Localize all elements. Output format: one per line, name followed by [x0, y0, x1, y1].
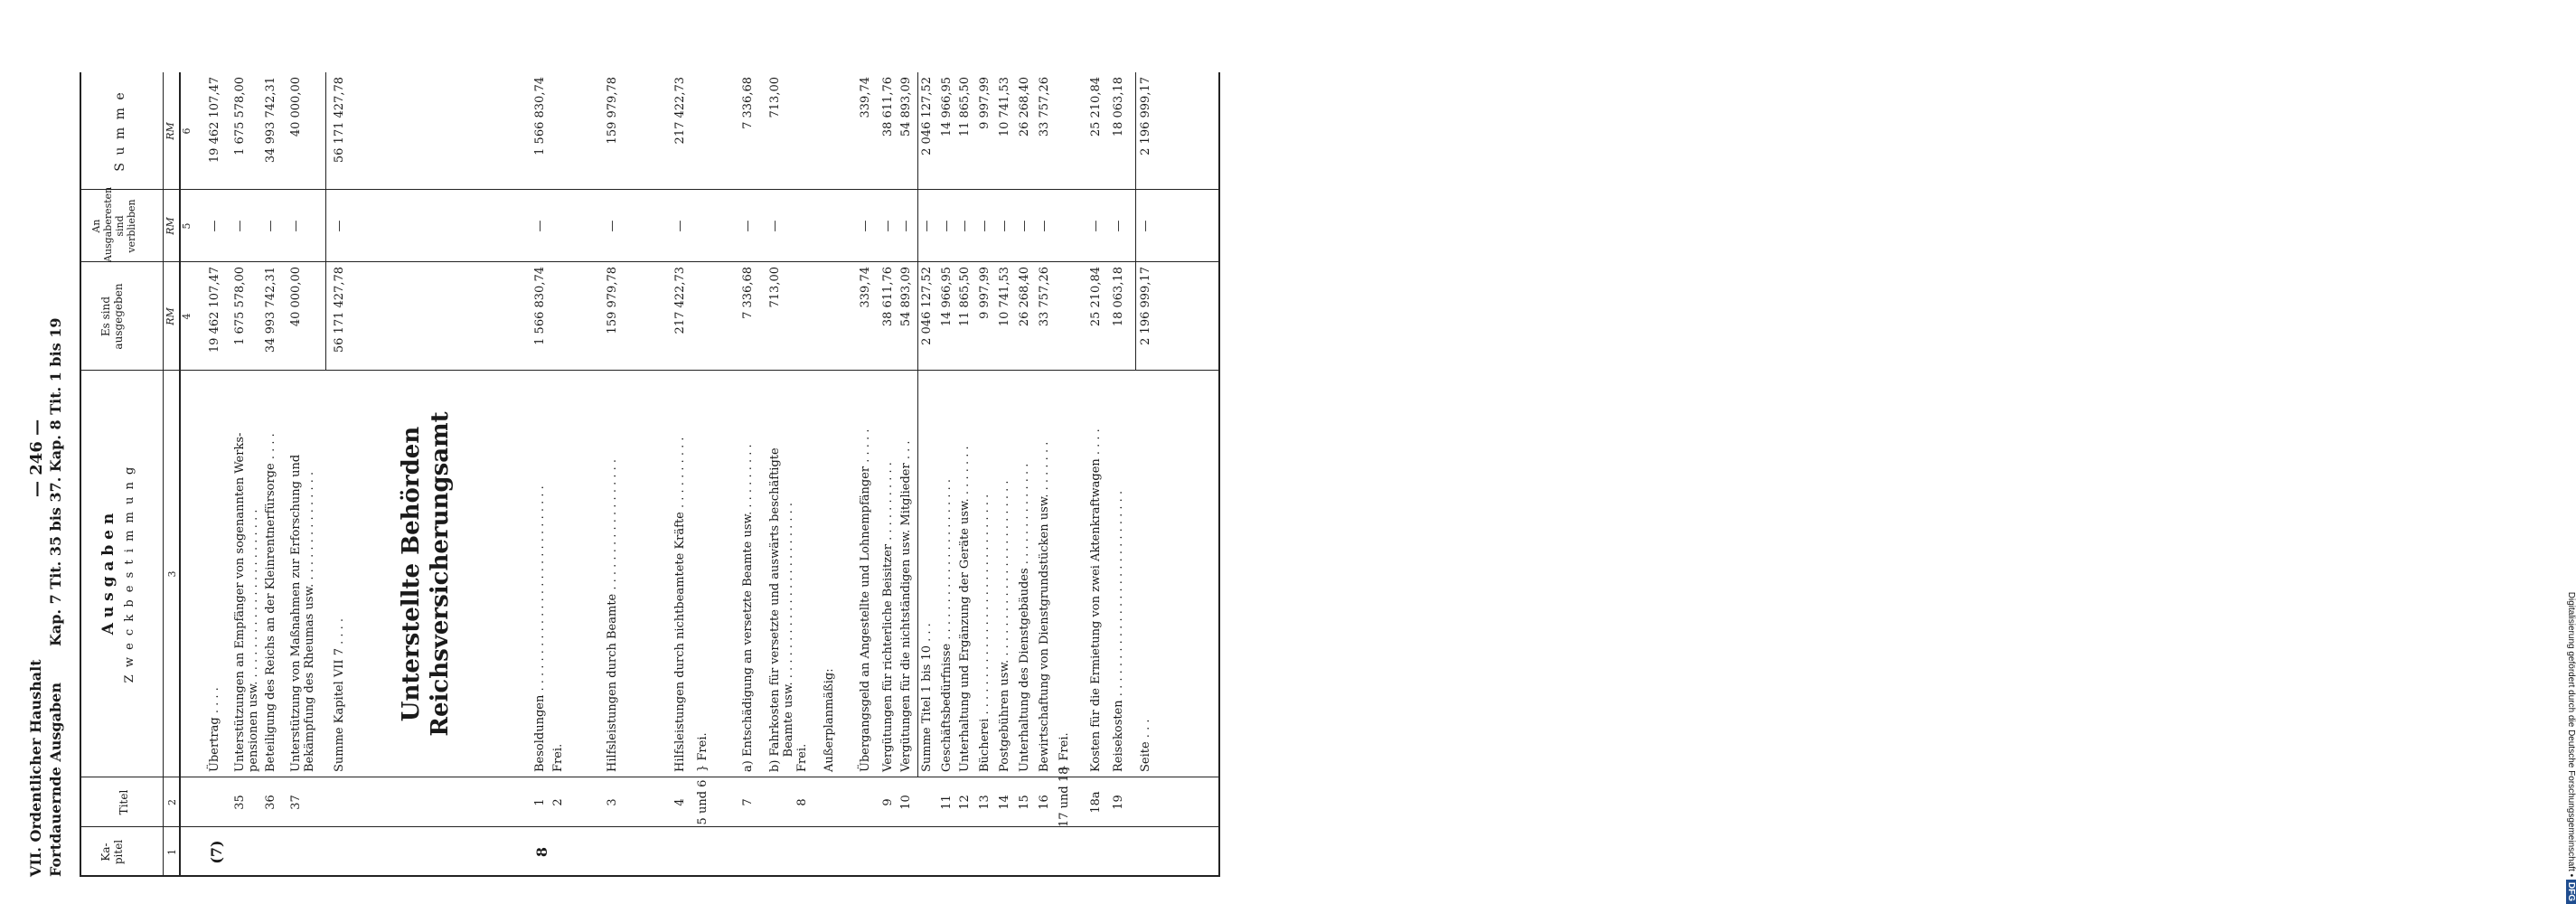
ausgaberesten-header: An Ausgaberesten sind verblieben — [90, 186, 137, 262]
row-summe: 217 422,73 — [673, 77, 687, 145]
col-number-3: 3 — [166, 570, 178, 578]
range-header-main: Kap. 7 Tit. 35 bis 37. Kap. 8 Tit. 1 bis 19 — [47, 317, 64, 646]
row-ausgegeben: 38 611,76 — [881, 267, 895, 327]
col-number-5: 5 — [181, 222, 193, 230]
row-ausgegeben: 19 462 107,47 — [208, 267, 221, 353]
row-kapitel: (7) — [208, 840, 225, 864]
row-summe: 54 893,09 — [899, 77, 913, 137]
row-titel: 2 — [551, 798, 565, 806]
page-number-main: — 246 — — [27, 419, 46, 497]
row-text: Seite . . . — [1139, 719, 1152, 772]
row-titel: 3 — [606, 798, 619, 806]
row-summe: 11 865,50 — [958, 77, 972, 137]
section-title-2: Reichsversicherungsamt — [427, 411, 454, 737]
row-summe: 1 566 830,74 — [533, 77, 547, 155]
row-rest: — — [533, 220, 547, 232]
row-text: Außerplanmäßig: — [823, 668, 836, 772]
row-text: Geschäftsbedürfnisse . . . . . . . . . . . . . . . . . . . . . . — [940, 479, 954, 772]
row-text: Kosten für die Ermietung von zwei Aktenkraftwagen . . . . — [1089, 428, 1103, 772]
row-ausgegeben: 159 979,78 — [606, 267, 619, 334]
row-titel: 17 und 18 — [1058, 767, 1071, 827]
row-summe: 14 966,95 — [940, 77, 954, 137]
zweck-header: Z w e c k b e s t i m m u n g — [123, 465, 136, 683]
row-titel: 36 — [264, 795, 277, 810]
section-header-main: VII. Ordentlicher Haushalt — [27, 659, 44, 877]
row-titel: 15 — [1018, 795, 1031, 810]
unit-4: RM — [165, 307, 176, 325]
row-ausgegeben: 11 865,50 — [958, 267, 972, 327]
row-text: } Frei. — [696, 732, 710, 772]
row-summe: 34 993 742,31 — [264, 77, 277, 164]
row-text: a) Entschädigung an versetzte Beamte usw. . . . . . . . . . — [741, 444, 755, 772]
row-text: Unterhaltung des Dienstgebäudes . . . . . . . . . . . . . . — [1018, 463, 1031, 772]
row-text: Unterstützung von Maßnahmen zur Erforschung und Bekämpfung des Rheumas usw. . . . . . . . . . . . . . . . — [289, 454, 316, 772]
row-text: Übergangsgeld an Angestellte und Lohnempfänger . . . . . — [859, 428, 872, 772]
row-text: } Frei. — [1058, 732, 1071, 772]
row-summe: 9 997,99 — [978, 77, 992, 129]
row-kapitel: 8 — [533, 846, 550, 858]
col-number-6: 6 — [181, 127, 193, 135]
row-ausgegeben: 33 757,26 — [1038, 267, 1051, 327]
unit-5: RM — [165, 217, 176, 235]
row-ausgegeben: 18 063,18 — [1112, 267, 1125, 327]
row-rest: — — [741, 220, 755, 232]
row-rest: — — [1139, 220, 1152, 232]
row-summe: 25 210,84 — [1089, 77, 1103, 137]
row-summe: 339,74 — [859, 77, 872, 118]
row-summe: 2 046 127,52 — [920, 77, 934, 155]
row-rest: — — [1089, 220, 1103, 232]
row-text: Beteiligung des Reichs an der Kleinrentnerfürsorge . . . . — [264, 433, 277, 772]
row-titel: 35 — [233, 795, 247, 810]
row-ausgegeben: 10 741,53 — [998, 267, 1011, 327]
row-rest: — — [1018, 220, 1031, 232]
dfg-logo: DFG — [2566, 880, 2576, 904]
row-text: Postgebühren usw. . . . . . . . . . . . . . . . . . . . . . . . . — [998, 480, 1011, 772]
row-summe: 1 675 578,00 — [233, 77, 247, 155]
row-titel: 9 — [881, 798, 895, 806]
row-text: Vergütungen für die nichtständigen usw. Mitglieder . . . — [899, 440, 913, 772]
row-text: Unterstützungen an Empfänger von sogenannten Werks- pensionen usw. . . . . . . . . . . . . . . . . . . . . . . . — [233, 432, 260, 772]
row-rest: — — [233, 220, 247, 232]
titel-header: Titel — [118, 789, 130, 815]
row-rest: — — [978, 220, 992, 232]
row-summe: 40 000,00 — [289, 77, 303, 137]
row-rest: — — [264, 220, 277, 232]
subsection-header-main: Fortdauernde Ausgaben — [47, 683, 64, 877]
row-rest: — — [920, 220, 934, 232]
row-titel: 37 — [289, 795, 303, 810]
ausgaben-header: A u s g a b e n — [99, 513, 118, 636]
budget-table — [0, 0, 1265, 904]
row-summe: 19 462 107,47 — [208, 77, 221, 164]
row-text: Unterhaltung und Ergänzung der Geräte usw. . . . . . . . — [958, 446, 972, 772]
row-text: Hilfsleistungen durch Beamte . . . . . . . . . . . . . . . . . . — [606, 458, 619, 772]
row-titel: 4 — [673, 798, 687, 806]
row-text: Hilfsleistungen durch nichtbeamtete Kräfte . . . . . . . . . . — [673, 437, 687, 772]
row-ausgegeben: 34 993 742,31 — [264, 267, 277, 353]
row-titel: 10 — [899, 795, 913, 810]
row-rest: — — [1038, 220, 1051, 232]
unit-6: RM — [165, 122, 176, 140]
row-ausgegeben: 339,74 — [859, 267, 872, 308]
row-summe: 26 268,40 — [1018, 77, 1031, 137]
row-titel: 12 — [958, 795, 972, 810]
row-rest: — — [333, 220, 346, 232]
row-text: Vergütungen für richterliche Beisitzer . . . . . . . . . . . — [881, 462, 895, 772]
row-rest: — — [606, 220, 619, 232]
credit-label: Digitalisierung gefördert durch die Deutsche Forschungsgemeinschaft • — [2566, 591, 2576, 878]
row-text: Summe Titel 1 bis 10 . . . — [920, 623, 934, 772]
row-titel: 5 und 6 — [696, 779, 710, 825]
row-ausgegeben: 2 046 127,52 — [920, 267, 934, 345]
ausgegeben-header: Es sind ausgegeben — [99, 283, 125, 350]
row-rest: — — [859, 220, 872, 232]
row-ausgegeben: 26 268,40 — [1018, 267, 1031, 327]
row-text: Frei. — [551, 743, 565, 772]
row-ausgegeben: 40 000,00 — [289, 267, 303, 327]
row-ausgegeben: 56 171 427,78 — [333, 267, 346, 353]
row-titel: 7 — [741, 798, 755, 806]
row-text: Reisekosten . . . . . . . . . . . . . . . . . . . . . . . . . . . . — [1112, 490, 1125, 772]
row-titel: 19 — [1112, 795, 1125, 810]
credit-strip — [1280, 0, 2576, 904]
row-rest: — — [899, 220, 913, 232]
row-summe: 159 979,78 — [606, 77, 619, 145]
row-summe: 18 063,18 — [1112, 77, 1125, 137]
col-number-4: 4 — [181, 313, 193, 320]
row-ausgegeben: 54 893,09 — [899, 267, 913, 327]
row-ausgegeben: 713,00 — [768, 267, 782, 308]
row-text: Frei. — [795, 743, 809, 772]
row-rest: — — [208, 220, 221, 232]
section-title-1: Unterstellte Behörden — [398, 426, 425, 722]
row-text: Übertrag . . . . — [208, 687, 221, 772]
row-ausgegeben: 9 997,99 — [978, 267, 992, 319]
row-text: Summe Kapitel VII 7 . . . . — [333, 617, 346, 772]
row-text: Bücherei . . . . . . . . . . . . . . . . . . . . . . . . . . . . . . — [978, 494, 992, 772]
kapitel-header: Ka- pitel — [99, 839, 125, 865]
row-rest: — — [881, 220, 895, 232]
col-number-1: 1 — [166, 849, 178, 855]
row-summe: 38 611,76 — [881, 77, 895, 137]
row-titel: 8 — [795, 798, 809, 806]
col-number-2: 2 — [166, 799, 178, 805]
summe-header: S u m m e — [113, 90, 127, 172]
row-summe: 2 196 999,17 — [1139, 77, 1152, 155]
row-titel: 16 — [1038, 795, 1051, 810]
row-ausgegeben: 25 210,84 — [1089, 267, 1103, 327]
row-titel: 18a — [1089, 791, 1103, 814]
row-ausgegeben: 217 422,73 — [673, 267, 687, 334]
row-summe: 33 757,26 — [1038, 77, 1051, 137]
row-summe: 713,00 — [768, 77, 782, 118]
row-text: Besoldungen . . . . . . . . . . . . . . . . . . . . . . . . . . . . — [533, 485, 547, 772]
row-ausgegeben: 14 966,95 — [940, 267, 954, 327]
row-ausgegeben: 7 336,68 — [741, 267, 755, 319]
credit-text — [2566, 0, 2576, 904]
row-titel: 14 — [998, 795, 1011, 810]
row-titel: 1 — [533, 798, 547, 806]
row-text: Bewirtschaftung von Dienstgrundstücken usw. . . . . . . . — [1038, 441, 1051, 772]
row-summe: 10 741,53 — [998, 77, 1011, 137]
row-text: b) Fahrkosten für versetzte und auswärts beschäftigte Beamte usw. . . . . . . . . . . . . . . . . . . . . . . . . — [768, 447, 795, 772]
row-titel: 13 — [978, 795, 992, 810]
row-titel: 11 — [940, 795, 954, 810]
row-ausgegeben: 1 675 578,00 — [233, 267, 247, 345]
row-summe: 56 171 427,78 — [333, 77, 346, 164]
row-rest: — — [1112, 220, 1125, 232]
row-summe: 7 336,68 — [741, 77, 755, 129]
row-rest: — — [673, 220, 687, 232]
row-rest: — — [289, 220, 303, 232]
row-rest: — — [768, 220, 782, 232]
row-rest: — — [958, 220, 972, 232]
row-ausgegeben: 2 196 999,17 — [1139, 267, 1152, 345]
row-rest: — — [998, 220, 1011, 232]
row-rest: — — [940, 220, 954, 232]
row-ausgegeben: 1 566 830,74 — [533, 267, 547, 345]
